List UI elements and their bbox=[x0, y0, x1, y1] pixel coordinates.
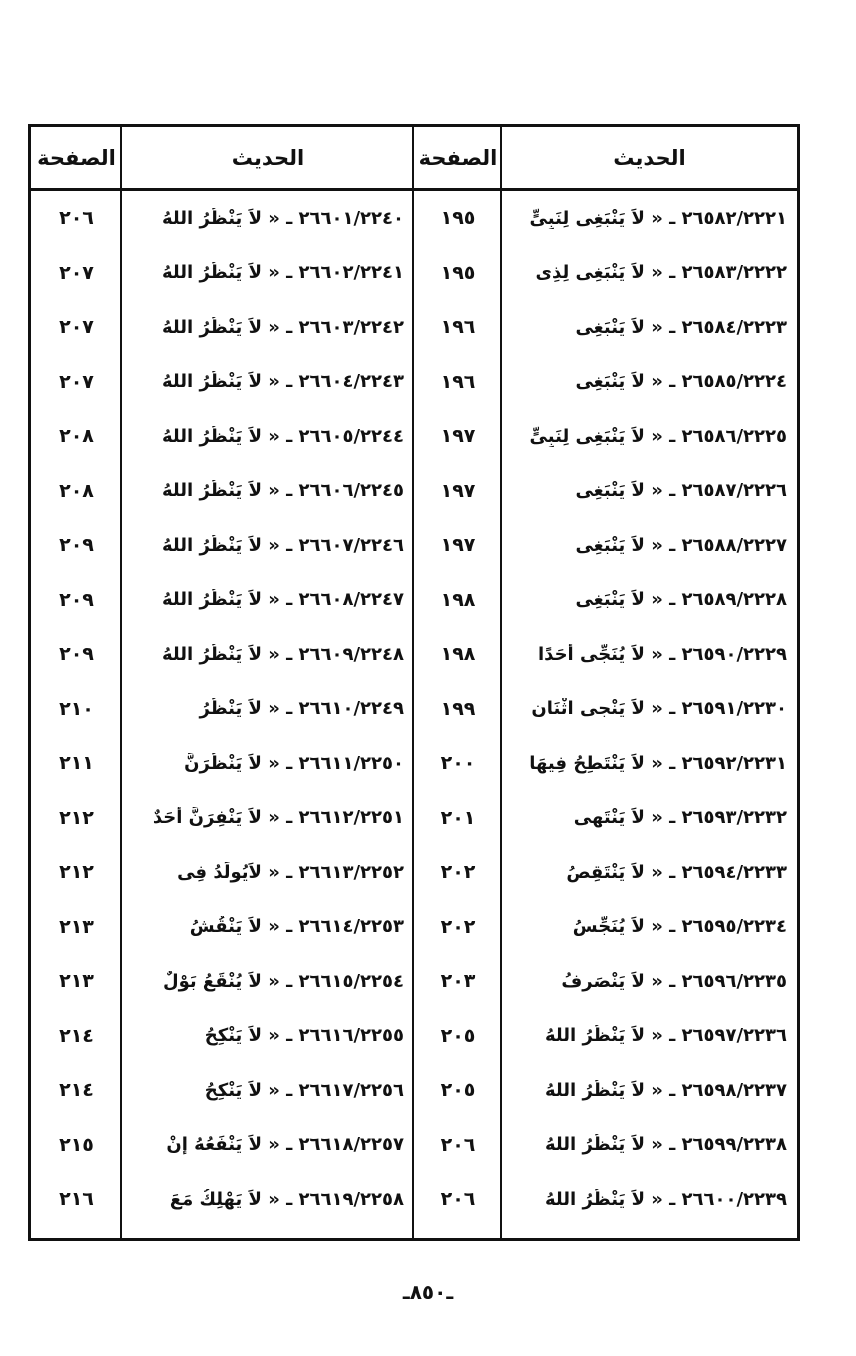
hadith-entry: ٢٦٦١١/٢٢٥٠ ـ « لاَ يَنْظُرَنَّ bbox=[184, 752, 404, 774]
page-ref: ١٩٨ bbox=[440, 643, 476, 666]
page-ref: ١٩٧ bbox=[440, 479, 476, 502]
hadith-entry: ٢٦٥٨٥/٢٢٢٤ ـ « لاَ يَنْبَغِى bbox=[575, 371, 787, 393]
page-ref: ٢٠٥ bbox=[440, 1024, 476, 1047]
table-row bbox=[31, 355, 797, 410]
hadith-entry: ٢٦٥٩٠/٢٢٢٩ ـ « لاَ يُنَجِّى أَحَدًا bbox=[538, 643, 787, 665]
hadith-entry: ٢٦٥٩٩/٢٢٣٨ ـ « لاَ يَنْظُرُ اللهُ bbox=[545, 1134, 787, 1156]
hadith-entry: ٢٦٥٨٩/٢٢٢٨ ـ « لاَ يَنْبَغِى bbox=[575, 589, 787, 611]
page-ref: ٢١٠ bbox=[59, 697, 94, 720]
page-ref: ١٩٨ bbox=[440, 588, 476, 611]
header-hadith: الحديث bbox=[613, 145, 686, 170]
hadith-entry: ٢٦٦١٨/٢٢٥٧ ـ « لاَ يَنْفَعُهُ إِنْ bbox=[166, 1134, 404, 1156]
hadith-entry: ٢٦٦١٤/٢٢٥٣ ـ « لاَ يَنْقُشُ bbox=[189, 916, 404, 938]
hadith-entry: ٢٦٥٩١/٢٢٣٠ ـ « لاَ يَنْجى اثْنَان bbox=[531, 698, 787, 720]
table-row bbox=[31, 573, 797, 628]
hadith-entry: ٢٦٥٩٣/٢٢٣٢ ـ « لاَ يَنْتَهِى bbox=[573, 807, 787, 829]
hadith-entry: ٢٦٦٠٣/٢٢٤٢ ـ « لاَ يَنْظُرُ اللهُ bbox=[162, 316, 404, 338]
page-ref: ١٩٦ bbox=[440, 370, 476, 393]
hadith-entry: ٢٦٦٠٦/٢٢٤٥ ـ « لاَ يَنْظُرُ اللهُ bbox=[162, 480, 404, 502]
hadith-entry: ٢٦٦٠٨/٢٢٤٧ ـ « لاَ يَنْظُرُ اللهُ bbox=[162, 589, 404, 611]
page-ref: ٢٠٥ bbox=[440, 1079, 476, 1102]
hadith-entry: ٢٦٦٠٢/٢٢٤١ ـ « لاَ يَنْظُرُ اللهُ bbox=[162, 262, 404, 284]
page-ref: ٢٠١ bbox=[440, 806, 476, 829]
page-ref: ١٩٧ bbox=[440, 425, 476, 448]
hadith-entry: ٢٦٦١٦/٢٢٥٥ ـ « لاَ يَنْكِحُ bbox=[204, 1025, 404, 1047]
page-ref: ٢١٣ bbox=[59, 915, 94, 938]
table-header-row bbox=[31, 127, 797, 191]
hadith-index-table bbox=[28, 124, 800, 1241]
table-row bbox=[31, 900, 797, 955]
hadith-entry: ٢٦٦٠٥/٢٢٤٤ ـ « لاَ يَنْظُرُ اللهُ bbox=[162, 425, 404, 447]
page-ref: ٢٠٦ bbox=[59, 207, 94, 230]
page-ref: ٢٠٣ bbox=[440, 970, 476, 993]
table-body bbox=[31, 191, 797, 1227]
page-ref: ٢١٤ bbox=[59, 1024, 94, 1047]
hadith-entry: ٢٦٦١٧/٢٢٥٦ ـ « لاَ يَنْكِحُ bbox=[204, 1079, 404, 1101]
hadith-entry: ٢٦٥٨٦/٢٢٢٥ ـ « لاَ يَنْبَغِى لِنَبِىٍّ bbox=[529, 425, 787, 447]
hadith-entry: ٢٦٦١٢/٢٢٥١ ـ « لاَ يَنْفِرَنَّ أَحَدٌ bbox=[152, 807, 404, 829]
page-ref: ٢٠٩ bbox=[59, 534, 94, 557]
table-row bbox=[31, 409, 797, 464]
page-ref: ٢٠٧ bbox=[59, 370, 94, 393]
table-row bbox=[31, 954, 797, 1009]
header-page: الصفحة bbox=[418, 145, 498, 170]
hadith-entry: ٢٦٥٨٨/٢٢٢٧ ـ « لاَ يَنْبَغِى bbox=[575, 534, 787, 556]
table-row bbox=[31, 246, 797, 301]
hadith-entry: ٢٦٦١٠/٢٢٤٩ ـ « لاَ يَنْظُرُ bbox=[199, 698, 404, 720]
hadith-entry: ٢٦٥٩٦/٢٢٣٥ ـ « لاَ يَنْصَرِفُ bbox=[561, 970, 787, 992]
table-row bbox=[31, 518, 797, 573]
page-ref: ٢١٦ bbox=[59, 1188, 94, 1211]
header-page: الصفحة bbox=[37, 145, 116, 170]
hadith-entry: ٢٦٥٨٢/٢٢٢١ ـ « لاَ يَنْبَغِى لِنَبِىٍّ bbox=[529, 207, 787, 229]
page-ref: ٢٠٩ bbox=[59, 643, 94, 666]
page-ref: ٢٠٨ bbox=[59, 425, 94, 448]
page-ref: ٢١٢ bbox=[59, 806, 94, 829]
hadith-entry: ٢٦٦١٣/٢٢٥٢ ـ « لاَيُولَدُ فِى bbox=[177, 861, 404, 883]
page-ref: ٢٠٨ bbox=[59, 479, 94, 502]
hadith-entry: ٢٦٦٠٩/٢٢٤٨ ـ « لاَ يَنْظُرُ اللهُ bbox=[162, 643, 404, 665]
table-row bbox=[31, 791, 797, 846]
page-ref: ١٩٧ bbox=[440, 534, 476, 557]
page-ref: ٢٠٠ bbox=[440, 752, 476, 775]
page-ref: ٢٠٢ bbox=[440, 915, 476, 938]
page-number: ـ٨٥٠ـ bbox=[402, 1280, 454, 1304]
table-row bbox=[31, 845, 797, 900]
page-ref: ٢٠٩ bbox=[59, 588, 94, 611]
page-ref: ١٩٦ bbox=[440, 316, 476, 339]
hadith-entry: ٢٦٦٠١/٢٢٤٠ ـ « لاَ يَنْظُرُ اللهُ bbox=[162, 207, 404, 229]
page-ref: ١٩٩ bbox=[440, 697, 476, 720]
hadith-entry: ٢٦٦٠٤/٢٢٤٣ ـ « لاَ يَنْظُرُ اللهُ bbox=[162, 371, 404, 393]
page-ref: ٢٠٦ bbox=[440, 1188, 476, 1211]
table-row bbox=[31, 1118, 797, 1173]
page-ref: ٢١٢ bbox=[59, 861, 94, 884]
page-ref: ١٩٥ bbox=[440, 261, 476, 284]
hadith-entry: ٢٦٦١٥/٢٢٥٤ ـ « لاَ يُنْقَعُ بَوْلٌ bbox=[163, 970, 404, 992]
hadith-entry: ٢٦٥٩٤/٢٢٣٣ ـ « لاَ يَنْتَقِصُ bbox=[566, 861, 787, 883]
hadith-entry: ٢٦٥٨٤/٢٢٢٣ ـ « لاَ يَنْبَغِى bbox=[575, 316, 787, 338]
hadith-entry: ٢٦٦٠٧/٢٢٤٦ ـ « لاَ يَنْظُرُ اللهُ bbox=[162, 534, 404, 556]
table-row bbox=[31, 736, 797, 791]
page-ref: ٢١٣ bbox=[59, 970, 94, 993]
page-ref: ٢٠٢ bbox=[440, 861, 476, 884]
table-row bbox=[31, 1009, 797, 1064]
page-ref: ٢٠٧ bbox=[59, 316, 94, 339]
hadith-entry: ٢٦٥٩٥/٢٢٣٤ ـ « لاَ يُنَجِّسُ bbox=[572, 916, 787, 938]
table-row bbox=[31, 682, 797, 737]
table-row bbox=[31, 191, 797, 246]
hadith-entry: ٢٦٦١٩/٢٢٥٨ ـ « لاَ يَهْلِكُ مَعَ bbox=[169, 1188, 404, 1210]
page-ref: ٢١٥ bbox=[59, 1133, 94, 1156]
page-ref: ٢١١ bbox=[59, 752, 94, 775]
page-ref: ٢١٤ bbox=[59, 1079, 94, 1102]
table-row bbox=[31, 1172, 797, 1227]
table-row bbox=[31, 300, 797, 355]
hadith-entry: ٢٦٥٩٢/٢٢٣١ ـ « لاَ يَنْتَطِحُ فِيهَا bbox=[529, 752, 787, 774]
hadith-entry: ٢٦٥٩٨/٢٢٣٧ ـ « لاَ يَنْظُرُ اللهُ bbox=[545, 1079, 787, 1101]
page-ref: ١٩٥ bbox=[440, 207, 476, 230]
table-row bbox=[31, 627, 797, 682]
header-hadith: الحديث bbox=[231, 145, 305, 170]
table-row bbox=[31, 464, 797, 519]
hadith-entry: ٢٦٥٨٣/٢٢٢٢ ـ « لاَ يَنْبَغِى لِذِى bbox=[535, 262, 787, 284]
table-row bbox=[31, 1063, 797, 1118]
hadith-entry: ٢٦٦٠٠/٢٢٣٩ ـ « لاَ يَنْظُرُ اللهُ bbox=[545, 1188, 787, 1210]
page-ref: ٢٠٦ bbox=[440, 1133, 476, 1156]
hadith-entry: ٢٦٥٨٧/٢٢٢٦ ـ « لاَ يَنْبَغِى bbox=[575, 480, 787, 502]
page-ref: ٢٠٧ bbox=[59, 261, 94, 284]
hadith-entry: ٢٦٥٩٧/٢٢٣٦ ـ « لاَ يَنْظُرُ اللهُ bbox=[545, 1025, 787, 1047]
